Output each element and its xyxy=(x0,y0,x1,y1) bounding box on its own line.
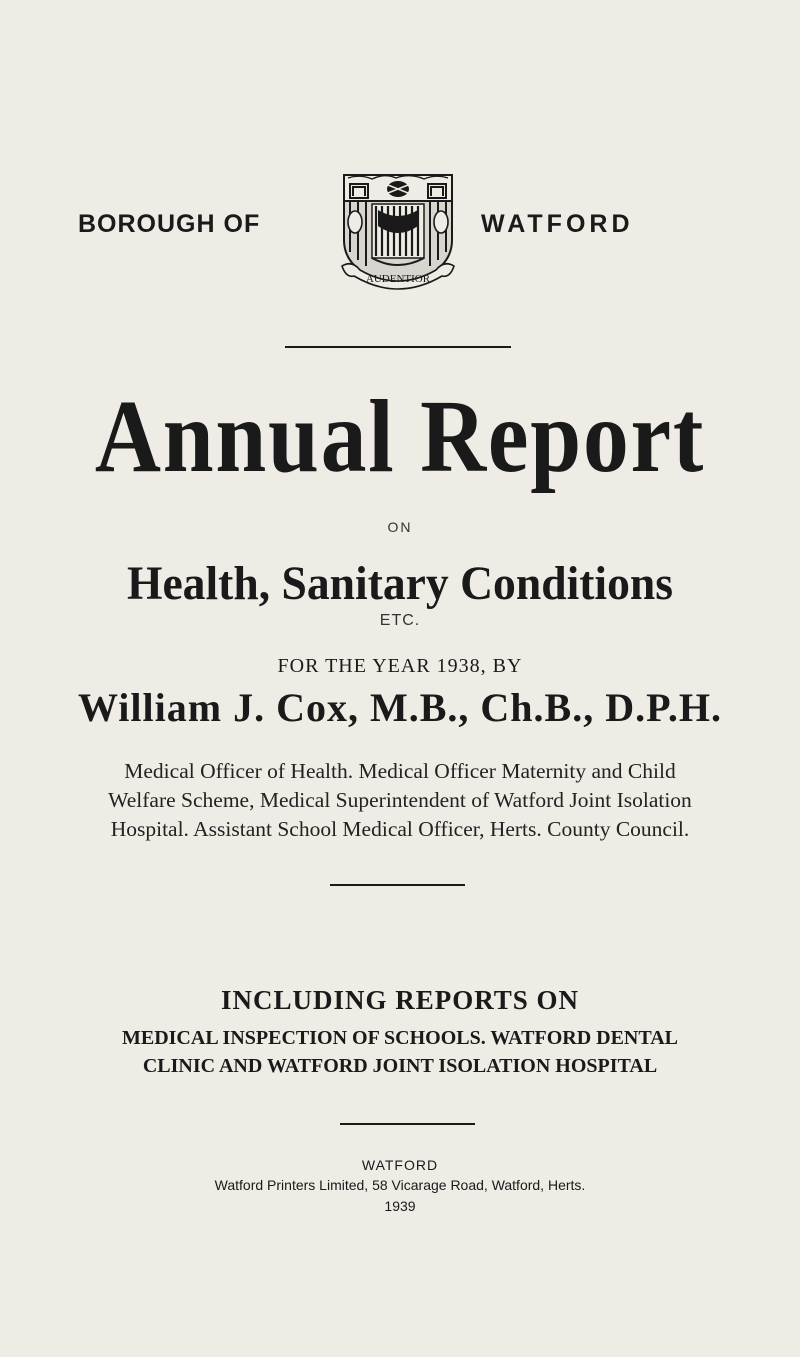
including-line-1: MEDICAL INSPECTION OF SCHOOLS. WATFORD DENTAL xyxy=(121,1027,678,1049)
header-borough-of: BOROUGH OF xyxy=(78,210,261,238)
including-heading: INCLUDING REPORTS ON xyxy=(220,985,580,1015)
header-watford: WATFORD xyxy=(481,210,634,238)
divider-top xyxy=(285,346,511,348)
on-label: ON xyxy=(387,519,413,535)
report-subject: Health, Sanitary Conditions xyxy=(126,557,674,610)
author-credentials: Medical Officer of Health. Medical Officer Maternity and Child Welfare Scheme, Medical Superintendent of Watford Joint Isolation Hospital. Assistant School Medical Officer, Herts. County Council. xyxy=(108,759,692,841)
borough-crest-icon xyxy=(338,170,458,295)
imprint-printer: Watford Printers Limited, 58 Vicarage Road, Watford, Herts. xyxy=(214,1177,586,1193)
crest-motto: AUDENTIOR xyxy=(365,273,431,285)
divider-bottom xyxy=(340,1123,475,1125)
page-title: Annual Report xyxy=(94,379,706,494)
imprint-place: WATFORD xyxy=(361,1157,439,1173)
imprint-year: 1939 xyxy=(384,1198,416,1214)
etc-label: ETC. xyxy=(379,612,421,629)
author-name: William J. Cox, M.B., Ch.B., D.P.H. xyxy=(78,685,722,730)
divider-middle xyxy=(330,884,465,886)
year-line: FOR THE YEAR 1938, BY xyxy=(277,655,523,677)
including-line-2: CLINIC AND WATFORD JOINT ISOLATION HOSPITAL xyxy=(142,1055,658,1077)
